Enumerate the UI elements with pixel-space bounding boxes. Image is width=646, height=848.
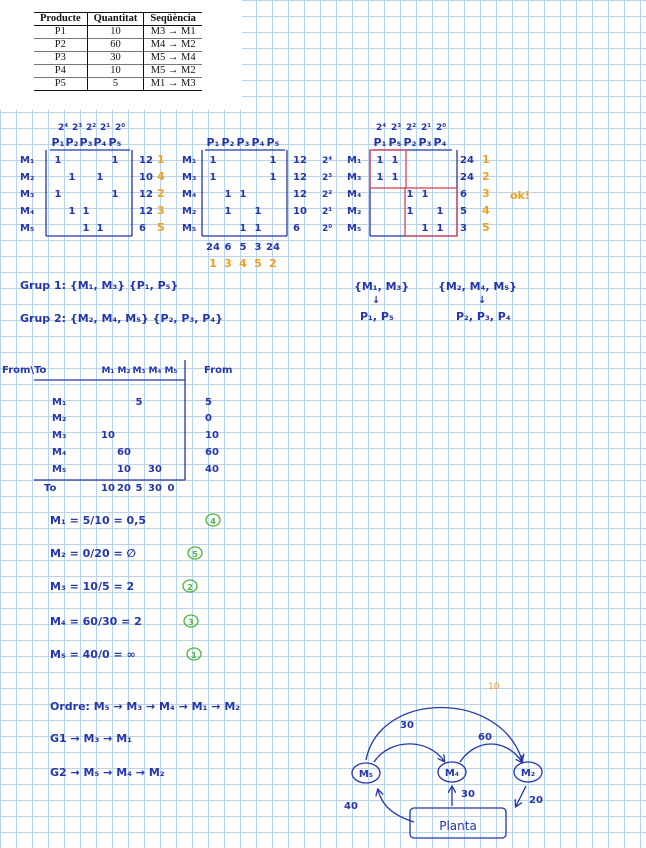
matrix1-col-header: P₅ <box>108 136 122 149</box>
ratio-rank: 4 <box>210 517 216 526</box>
power-label: 2¹ <box>322 207 333 217</box>
ratio-line: M₁ = 5/10 = 0,5 <box>50 514 146 527</box>
set1-machines: {M₁, M₃} <box>354 280 410 293</box>
matrix1-row-value: 10 <box>139 172 153 183</box>
flow-to-value: 0 <box>167 483 175 494</box>
matrix2-col-rank: 2 <box>269 257 277 270</box>
matrix3-row-value: 3 <box>460 223 467 234</box>
power-label: 2⁰ <box>115 123 126 133</box>
ratio-rank: 3 <box>188 618 194 627</box>
edge-plant-m5 <box>378 790 414 822</box>
table-cell: P3 <box>54 52 66 63</box>
matrix1-col-header: P₄ <box>93 136 107 149</box>
matrix1-row-value: 6 <box>139 223 146 234</box>
flow-row-label: M₂ <box>52 413 67 424</box>
matrix-cell-one: 1 <box>239 223 247 234</box>
flow-row-label: M₄ <box>52 447 67 458</box>
matrix1-row-rank: 5 <box>157 221 165 234</box>
flow-row-from: 10 <box>205 430 219 441</box>
flow-row-label: M₅ <box>52 464 67 475</box>
table-cell: M5 → M2 <box>144 65 202 78</box>
flow-cell: 10 <box>117 464 131 475</box>
flow-cell: 30 <box>148 464 162 475</box>
matrix3-row-label: M₅ <box>347 223 362 234</box>
order-group1: G1 → M₃ → M₁ <box>50 732 132 745</box>
power-label: 2⁰ <box>436 123 447 133</box>
matrix-cell-one: 1 <box>376 172 384 183</box>
power-label: 2² <box>322 190 333 200</box>
flow-to-value: 10 <box>101 483 115 494</box>
matrix3-row-label: M₃ <box>347 172 362 183</box>
matrix2-row-value: 6 <box>293 223 300 234</box>
matrix2-row-label: M₂ <box>182 206 197 217</box>
table-cell: P1 <box>54 26 66 37</box>
matrix-cell-one: 1 <box>111 189 119 200</box>
matrix2-row-label: M₃ <box>182 172 197 183</box>
flow-to-value: 20 <box>117 483 131 494</box>
table-cell: P2 <box>54 39 66 50</box>
matrix-cell-one: 1 <box>209 172 217 183</box>
matrix3-row-value: 24 <box>460 172 474 183</box>
matrix2-row-value: 12 <box>293 189 307 200</box>
group1-text: Grup 1: {M₁, M₃} {P₁, P₅} <box>20 279 179 292</box>
power-label: 2³ <box>72 123 83 133</box>
matrix-cell-one: 1 <box>68 172 76 183</box>
ok-note: ok! <box>510 189 530 202</box>
set1-parts: P₁, P₅ <box>360 310 394 323</box>
matrix1-row-value: 12 <box>139 206 153 217</box>
matrix2-row-value: 12 <box>293 172 307 183</box>
matrix2-col-sum: 24 <box>206 242 220 253</box>
power-label: 2² <box>86 123 97 133</box>
edge-m2-plant <box>516 786 526 806</box>
matrix3-row-rank: 4 <box>482 204 490 217</box>
ratio-rank: 1 <box>191 651 197 660</box>
matrix-cell-one: 1 <box>82 206 90 217</box>
matrix-cell-one: 1 <box>376 155 384 166</box>
power-label: 2⁴ <box>322 156 333 166</box>
matrix2-col-rank: 1 <box>209 257 217 270</box>
edge-label: 40 <box>344 801 358 812</box>
matrix2-row-label: M₁ <box>182 155 197 166</box>
matrix-cell-one: 1 <box>111 155 119 166</box>
edge-m5-m2 <box>366 708 522 761</box>
matrix3-row-rank: 2 <box>482 170 490 183</box>
ratio-line: M₅ = 40/0 = ∞ <box>50 648 136 661</box>
matrix1-row-rank: 2 <box>157 187 165 200</box>
edge-label: 60 <box>478 732 492 743</box>
matrix-cell-one: 1 <box>68 206 76 217</box>
flow-row-from: 5 <box>205 397 212 408</box>
power-label: 2³ <box>322 173 333 183</box>
matrix1-row-rank: 4 <box>157 170 165 183</box>
flow-cell: 5 <box>135 397 143 408</box>
matrix3-row-label: M₂ <box>347 206 362 217</box>
matrix-cell-one: 1 <box>96 172 104 183</box>
table-cell: M1 → M3 <box>144 78 202 91</box>
flow-row-from: 60 <box>205 447 219 458</box>
matrix3-row-rank: 1 <box>482 153 490 166</box>
power-label: 2¹ <box>100 123 111 133</box>
matrix3-col-header: P₅ <box>388 136 402 149</box>
matrix2-row-label: M₅ <box>182 223 197 234</box>
flow-row-label: M₃ <box>52 430 67 441</box>
matrix1-row-label: M₄ <box>20 206 35 217</box>
edge-m5-m4 <box>374 744 444 762</box>
ratio-rank: 5 <box>192 550 198 559</box>
matrix3-row-label: M₁ <box>347 155 362 166</box>
order-group2: G2 → M₅ → M₄ → M₂ <box>50 766 165 779</box>
matrix-cell-one: 1 <box>54 155 62 166</box>
power-label: 2³ <box>391 123 402 133</box>
matrix1-row-label: M₂ <box>20 172 35 183</box>
matrix2-col-header: P₁ <box>206 136 220 149</box>
matrix-cell-one: 1 <box>254 206 262 217</box>
matrix3-row-rank: 3 <box>482 187 490 200</box>
matrix-cell-one: 1 <box>224 206 232 217</box>
matrix-cell-one: 1 <box>239 189 247 200</box>
matrix-cell-one: 1 <box>406 189 414 200</box>
flow-corner: From\To <box>2 365 47 376</box>
matrix-cell-one: 1 <box>209 155 217 166</box>
edge-label: 30 <box>461 789 475 800</box>
matrix-cell-one: 1 <box>269 155 277 166</box>
ratio-line: M₃ = 10/5 = 2 <box>50 580 135 593</box>
matrix-cell-one: 1 <box>82 223 90 234</box>
matrix-cell-one: 1 <box>391 172 399 183</box>
diagram-node-label: M₅ <box>358 769 374 780</box>
matrix3-row-value: 6 <box>460 189 467 200</box>
table-cell: M3 → M1 <box>144 26 202 39</box>
flow-col-header: M₂ <box>117 366 131 376</box>
matrix2-col-header: P₅ <box>266 136 280 149</box>
matrix2-col-header: P₃ <box>236 136 250 149</box>
table-cell: 30 <box>87 52 144 65</box>
matrix-cell-one: 1 <box>391 155 399 166</box>
table-cell: M5 → M4 <box>144 52 202 65</box>
edge-label: 20 <box>529 795 543 806</box>
matrix1-row-label: M₁ <box>20 155 35 166</box>
flow-cell: 60 <box>117 447 131 458</box>
matrix1-col-header: P₂ <box>65 136 79 149</box>
set1-arrow: ↓ <box>372 295 381 306</box>
table-cell: 5 <box>87 78 144 91</box>
flow-col-header: M₄ <box>148 366 162 376</box>
matrix3-col-header: P₄ <box>433 136 447 149</box>
power-label: 2¹ <box>421 123 432 133</box>
matrix2-col-rank: 4 <box>239 257 247 270</box>
matrix-cell-one: 1 <box>436 206 444 217</box>
matrix3-row-rank: 5 <box>482 221 490 234</box>
set2-parts: P₂, P₃, P₄ <box>456 310 511 323</box>
matrix1-row-rank: 3 <box>157 204 165 217</box>
matrix3-row-value: 24 <box>460 155 474 166</box>
matrix1-col-header: P₁ <box>51 136 65 149</box>
matrix2-row-label: M₄ <box>182 189 197 200</box>
flow-col-header: M₃ <box>132 366 146 376</box>
matrix-cell-one: 1 <box>54 189 62 200</box>
matrix3-col-header: P₃ <box>418 136 432 149</box>
table-cell: P4 <box>54 65 66 76</box>
header-sequencia: Seqüència <box>144 13 202 26</box>
diagram-node-label: M₄ <box>444 768 460 779</box>
flow-cell: 10 <box>101 430 115 441</box>
ratio-line: M₄ = 60/30 = 2 <box>50 615 142 628</box>
set2-machines: {M₂, M₄, M₅} <box>438 280 517 293</box>
matrix2-col-header: P₂ <box>221 136 235 149</box>
matrix2-col-header: P₄ <box>251 136 265 149</box>
matrix3-row-value: 5 <box>460 206 467 217</box>
matrix3-col-header: P₂ <box>403 136 417 149</box>
matrix-cell-one: 1 <box>421 189 429 200</box>
matrix-cell-one: 1 <box>269 172 277 183</box>
power-label: 2² <box>406 123 417 133</box>
matrix2-row-value: 12 <box>293 155 307 166</box>
flow-to-label: To <box>44 483 57 494</box>
set2-arrow: ↓ <box>478 295 487 306</box>
diagram-node-label: M₂ <box>520 768 536 779</box>
matrix2-col-rank: 3 <box>224 257 232 270</box>
matrix-cell-one: 1 <box>254 223 262 234</box>
matrix-cell-one: 1 <box>436 223 444 234</box>
power-label: 2⁴ <box>376 123 387 133</box>
matrix3-row-label: M₄ <box>347 189 362 200</box>
matrix1-row-label: M₅ <box>20 223 35 234</box>
matrix2-col-sum: 24 <box>266 242 280 253</box>
flow-col-header: M₅ <box>164 366 178 376</box>
flow-row-label: M₁ <box>52 397 67 408</box>
edge-label: 10 <box>488 682 500 692</box>
group2-text: Grup 2: {M₂, M₄, M₅} {P₂, P₃, P₄} <box>20 312 223 325</box>
ratio-rank: 2 <box>187 583 193 592</box>
table-cell: 10 <box>87 26 144 39</box>
matrix-cell-one: 1 <box>421 223 429 234</box>
flow-col-header: M₁ <box>101 366 115 376</box>
matrix1-row-value: 12 <box>139 155 153 166</box>
power-label: 2⁰ <box>322 224 333 234</box>
header-quantitat: Quantitat <box>87 13 144 26</box>
table-cell: P5 <box>54 78 66 89</box>
power-label: 2⁴ <box>58 123 69 133</box>
plant-label: Planta <box>439 819 477 833</box>
matrix2-col-sum: 5 <box>239 242 247 253</box>
flow-to-value: 30 <box>148 483 162 494</box>
order-line: Ordre: M₅ → M₃ → M₄ → M₁ → M₂ <box>50 700 241 713</box>
flow-from-header: From <box>204 365 233 376</box>
flow-to-value: 5 <box>135 483 143 494</box>
table-cell: M4 → M2 <box>144 39 202 52</box>
table-cell: 10 <box>87 65 144 78</box>
header-producte: Producte <box>40 13 81 24</box>
flow-row-from: 40 <box>205 464 219 475</box>
flow-row-from: 0 <box>205 413 212 424</box>
matrix3-col-header: P₁ <box>373 136 387 149</box>
edge-m4-m2 <box>460 744 522 762</box>
matrix2-row-value: 10 <box>293 206 307 217</box>
matrix-cell-one: 1 <box>96 223 104 234</box>
matrix-cell-one: 1 <box>406 206 414 217</box>
matrix1-row-label: M₃ <box>20 189 35 200</box>
group1-box <box>370 150 406 188</box>
matrix1-row-rank: 1 <box>157 153 165 166</box>
edge-label: 30 <box>400 720 414 731</box>
matrix2-col-sum: 3 <box>254 242 262 253</box>
matrix2-col-sum: 6 <box>224 242 232 253</box>
matrix-cell-one: 1 <box>224 189 232 200</box>
table-cell: 60 <box>87 39 144 52</box>
ratio-line: M₂ = 0/20 = ∅ <box>50 547 136 560</box>
matrix1-row-value: 12 <box>139 189 153 200</box>
matrix2-col-rank: 5 <box>254 257 262 270</box>
matrix1-col-header: P₃ <box>79 136 93 149</box>
